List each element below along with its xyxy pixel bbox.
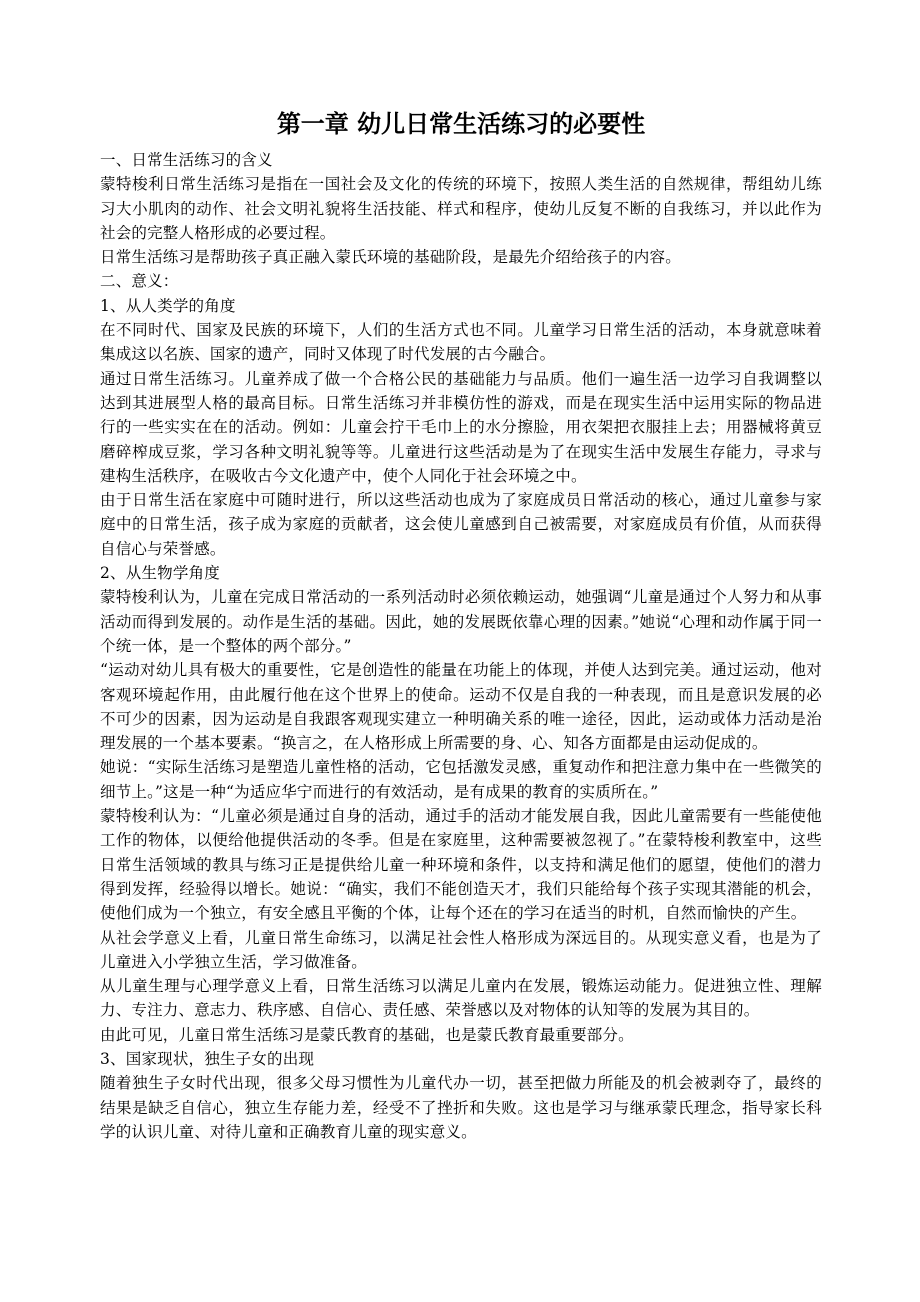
paragraph-biology-4: 蒙特梭利认为：“儿童必须是通过自身的活动，通过手的活动才能发展自我，因此儿童需要有一些能使他工作的物体，以便给他提供活动的冬季。但是在家庭里，这种需要被忽视了。”在蒙特梭利教室中，这些日常生活领域的教具与练习正是提供给儿童一种环境和条件，以支持和满足他们的愿望，使他们的潜力得到发挥，经验得以增长。她说：“确实，我们不能创造天才，我们只能给每个孩子实现其潜能的机会，使他们成为一个独立，有安全感且平衡的个体，让每个还在的学习在适当的时机，自然而愉快的产生。 <box>100 807 822 923</box>
subheading-national-status: 3、国家现状，独生子女的出现 <box>100 1049 315 1068</box>
paragraph-only-child: 随着独生子女时代出现，很多父母习惯性为儿童代办一切，甚至把做力所能及的机会被剥夺了，最终的结果是缺乏自信心，独立生存能力差，经受不了挫折和失败。这也是学习与继承蒙氏理念，指导家长科学的认识儿童、对待儿童和正确教育儿童的现实意义。 <box>100 1074 822 1141</box>
chapter-title: 第一章 幼儿日常生活练习的必要性 <box>276 110 646 138</box>
paragraph-foundation: 日常生活练习是帮助孩子真正融入蒙氏环境的基础阶段，是最先介绍给孩子的内容。 <box>100 248 681 267</box>
paragraph-biology-2: “运动对幼儿具有极大的重要性，它是创造性的能量在功能上的体现，并使人达到完美。通过运动，他对客观环境起作用，由此履行他在这个世界上的使命。运动不仅是自我的一种表现，而且是意识发展的必不可少的因素，因为运动是自我跟客观现实建立一种明确关系的唯一途径，因此，运动或体力活动是治理发展的一个基本要素。“换言之，在人格形成上所需要的身、心、知各方面都是由运动促成的。 <box>100 661 822 753</box>
paragraph-anthropology-1: 在不同时代、国家及民族的环境下，人们的生活方式也不同。儿童学习日常生活的活动，本身就意味着集成这以名族、国家的遗产，同时又体现了时代发展的古今融合。 <box>100 321 822 364</box>
subheading-biology: 2、从生物学角度 <box>100 564 220 583</box>
paragraph-psychology: 从儿童生理与心理学意义上看，日常生活练习以满足儿童内在发展，锻炼运动能力。促进独立性、理解力、专注力、意志力、秩序感、自信心、责任感、荣誉感以及对物体的认知等的发展为其目的。 <box>100 977 822 1020</box>
paragraph-conclusion: 由此可见，儿童日常生活练习是蒙氏教育的基础，也是蒙氏教育最重要部分。 <box>100 1025 634 1044</box>
paragraph-biology-1: 蒙特梭利认为，儿童在完成日常活动的一系列活动时必须依赖运动，她强调“儿童是通过个人努力和从事活动而得到发展的。动作是生活的基础。因此，她的发展既依靠心理的因素。”她说“心理和动作属于同一个统一体，是一个整体的两个部分。” <box>100 588 822 655</box>
paragraph-definition: 蒙特梭利日常生活练习是指在一国社会及文化的传统的环境下，按照人类生活的自然规律，帮组幼儿练习大小肌肉的动作、社会文明礼貌将生活技能、样式和程序，使幼儿反复不断的自我练习，并以此作为社会的完整人格形成的必要过程。 <box>100 175 822 242</box>
paragraph-anthropology-3: 由于日常生活在家庭中可随时进行，所以这些活动也成为了家庭成员日常活动的核心，通过儿童参与家庭中的日常生活，孩子成为家庭的贡献者，这会使儿童感到自己被需要，对家庭成员有价值，从而获得自信心与荣誉感。 <box>100 491 822 558</box>
paragraph-anthropology-2: 通过日常生活练习。儿童养成了做一个合格公民的基础能力与品质。他们一遍生活一边学习自我调整以达到其进展型人格的最高目标。日常生活练习并非模仿性的游戏，而是在现实生活中运用实际的物品进行的一些实实在在的活动。例如：儿童会拧干毛巾上的水分擦脸，用衣架把衣服挂上去；用器械将黄豆磨碎榨成豆浆，学习各种文明礼貌等等。儿童进行这些活动是为了在现实生活中发展生存能力，寻求与建构生活秩序，在吸收古今文化遗产中，使个人同化于社会环境之中。 <box>100 369 822 485</box>
section-heading-2: 二、意义： <box>100 272 179 291</box>
section-heading-1: 一、日常生活练习的含义 <box>100 151 273 169</box>
paragraph-sociology: 从社会学意义上看，儿童日常生命练习，以满足社会性人格形成为深远目的。从现实意义看，也是为了儿童进入小学独立生活，学习做准备。 <box>100 928 822 971</box>
subheading-anthropology: 1、从人类学的角度 <box>100 296 236 315</box>
paragraph-biology-3: 她说：“实际生活练习是塑造儿童性格的活动，它包括激发灵感，重复动作和把注意力集中在一些微笑的细节上。”这是一种“为适应华宁而进行的有效活动，是有成果的教育的实质所在。” <box>100 758 822 801</box>
document-page <box>100 108 822 1144</box>
